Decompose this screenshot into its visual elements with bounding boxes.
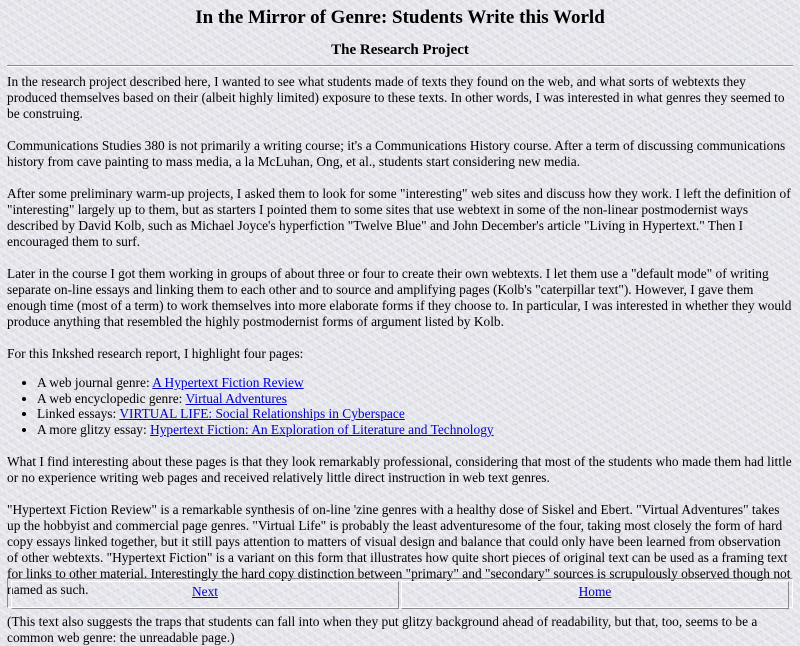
next-link[interactable]: Next bbox=[191, 584, 219, 599]
home-link[interactable]: Home bbox=[578, 584, 612, 599]
paragraph-course: Communications Studies 380 is not primarily a writing course; it's a Communications History course. After a term of discussing communications history from cave painting to mass media, a la McLuhan, Ong, et al., students start considering new media. bbox=[7, 138, 786, 169]
page-title: In the Mirror of Genre: Students Write this World bbox=[195, 7, 605, 28]
list-item-prefix: A more glitzy essay: bbox=[37, 422, 151, 438]
paragraph-groups: Later in the course I got them working in groups of about three or four to create their own webtexts. I let them use a "default mode" of writing separate on-line essays and linking them to each other and to source and amplifying pages (Kolb's "caterpillar text"). However, I gave them enough time (most of a term) to work themselves into more elaborate forms if they choose to. In particular, I was interested in whether they would produce anything that resembled the highly postmodernist forms of argument listed by Kolb. bbox=[7, 266, 792, 329]
link-hypertext-fiction[interactable]: Hypertext Fiction: An Exploration of Literature and Technology bbox=[150, 422, 494, 438]
list-item bbox=[37, 391, 793, 407]
title-divider bbox=[7, 65, 793, 67]
paragraph-warmup: After some preliminary warm-up projects, I asked them to look for some "interesting" web sites and discuss how they work. I left the definition of "interesting" largely up to them, but as starters I pointed them to some sites that use webtext in some of the non-linear postmodernist ways described by David Kolb, such as Michael Joyce's hyperfiction "Twelve Blue" and John December's article "Living in Hypertext." Then I encouraged them to surf. bbox=[7, 186, 791, 249]
pages-list bbox=[7, 375, 793, 438]
nav-cell-home bbox=[401, 581, 789, 609]
list-item-prefix: A web encyclopedic genre: bbox=[37, 390, 186, 406]
list-item bbox=[37, 375, 793, 391]
paragraph-intro: In the research project described here, I wanted to see what students made of texts they found on the web, and what sorts of webtexts they produced themselves based on their (albeit highly limited) exposure to these texts. In other words, I was interested in what genres they seemed to be construing. bbox=[7, 74, 785, 121]
paragraph-professional: What I find interesting about these pages is that they look remarkably professional, considering that most of the students who made them had little or no experience writing web pages and received relatively little direct instruction in web text genres. bbox=[7, 453, 792, 485]
link-hypertext-fiction-review[interactable]: A Hypertext Fiction Review bbox=[152, 375, 304, 390]
list-item bbox=[37, 406, 793, 422]
link-virtual-life[interactable]: VIRTUAL LIFE: Social Relationships in Cyberspace bbox=[119, 406, 405, 422]
nav-cell-next bbox=[11, 581, 399, 609]
link-virtual-adventures[interactable]: Virtual Adventures bbox=[185, 390, 287, 406]
paragraph-synthesis: "Hypertext Fiction Review" is a remarkable synthesis of on-line 'zine genres with a healthy dose of Siskel and Ebert. "Virtual Adventures" takes up the hobbyist and commercial page genres. "Virtual Life" is probably the least adventuresome of the four, taking most closely the form of hard copy essays linked together, but it still pays attention to matters of visual design and balance that could only have been learned from observation of other webtexts. "Hypertext Fiction" is a variant on this form that illustrates how quite short pieces of original text can be used as a framing text for links to other material. Interestingly the hard copy distinction between "primary" and "secondary" sources is scrupulously observed though not named as such. bbox=[7, 501, 791, 597]
paragraph-traps: (This text also suggests the traps that students can fall into when they put glitzy background ahead of readability, but that, too, seems to be a common web genre: the unreadable page.) bbox=[7, 613, 758, 645]
list-item bbox=[37, 422, 793, 438]
list-item-prefix: A web journal genre: bbox=[37, 375, 153, 390]
list-item-prefix: Linked essays: bbox=[37, 406, 120, 422]
navigation-table bbox=[7, 578, 793, 608]
paragraph-highlight: For this Inkshed research report, I highlight four pages: bbox=[7, 346, 304, 361]
page-subtitle: The Research Project bbox=[331, 42, 469, 58]
